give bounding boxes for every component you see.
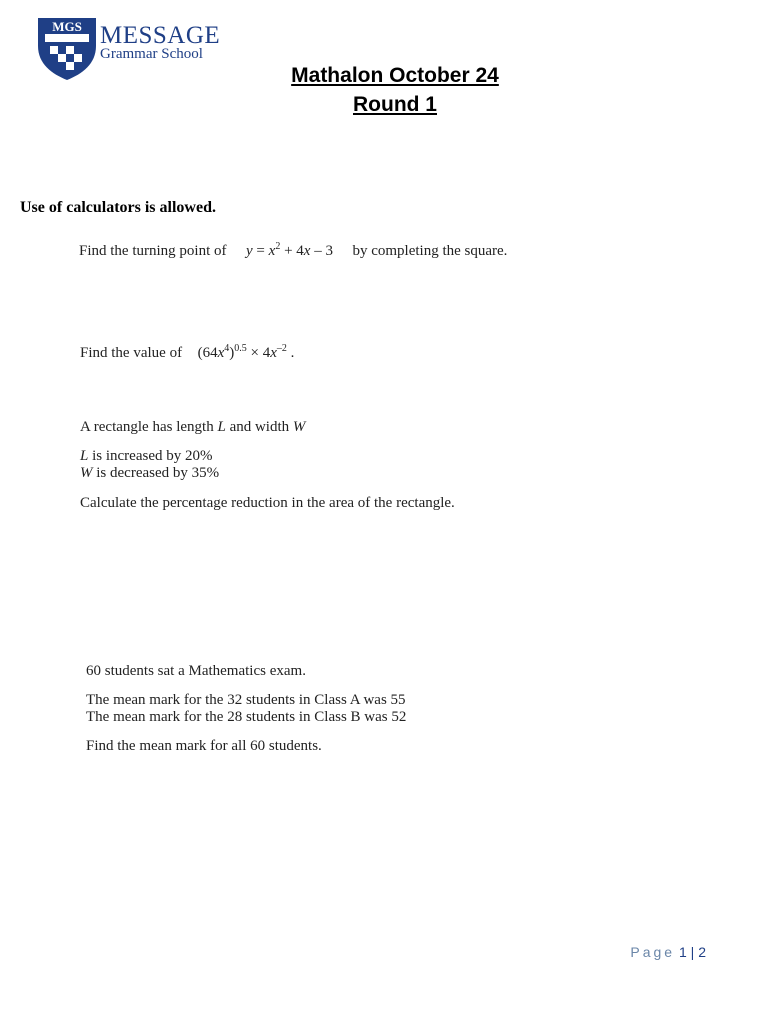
- question-3-line-3: W is decreased by 35%: [80, 465, 220, 481]
- question-3-line-1: A rectangle has length L and width W: [80, 419, 306, 435]
- page-title: Mathalon October 24: [291, 64, 499, 87]
- question-3-line-4: Calculate the percentage reduction in the area of the rectangle.: [80, 495, 455, 511]
- q2-expression: $(64x^4)^{0.5} \times 4x^{-2}$ .: [197, 343, 295, 361]
- q2-text-before: Find the value of: [80, 345, 183, 361]
- question-4-line-2: The mean mark for the 32 students in Class A was 55: [86, 692, 406, 708]
- question-2: [80, 343, 294, 362]
- page-word: Page: [630, 944, 676, 960]
- badge-text: [36, 18, 98, 36]
- question-4-line-1: 60 students sat a Mathematics exam.: [86, 663, 306, 679]
- question-4-line-4: Find the mean mark for all 60 students.: [86, 738, 322, 754]
- round-title: Round 1: [353, 93, 437, 116]
- badge-text-label: MGS: [52, 19, 82, 34]
- q1-text-after: by completing the square.: [352, 243, 508, 259]
- q1-equation: $y = x^2 + 4x - 3$: [246, 241, 333, 259]
- q1-text-before: Find the turning point of: [79, 243, 227, 259]
- page-current: 1: [678, 944, 687, 960]
- question-1: [79, 241, 507, 260]
- page-number: [630, 944, 706, 960]
- school-name: MESSAGE: [100, 22, 221, 49]
- page-total: 2: [698, 944, 706, 960]
- page-separator: |: [686, 944, 699, 960]
- school-subtitle: Grammar School: [100, 46, 203, 62]
- question-4-line-3: The mean mark for the 28 students in Class B was 52: [86, 709, 407, 725]
- instructions: Use of calculators is allowed.: [20, 199, 216, 216]
- question-3-line-2: L is increased by 20%: [80, 448, 213, 464]
